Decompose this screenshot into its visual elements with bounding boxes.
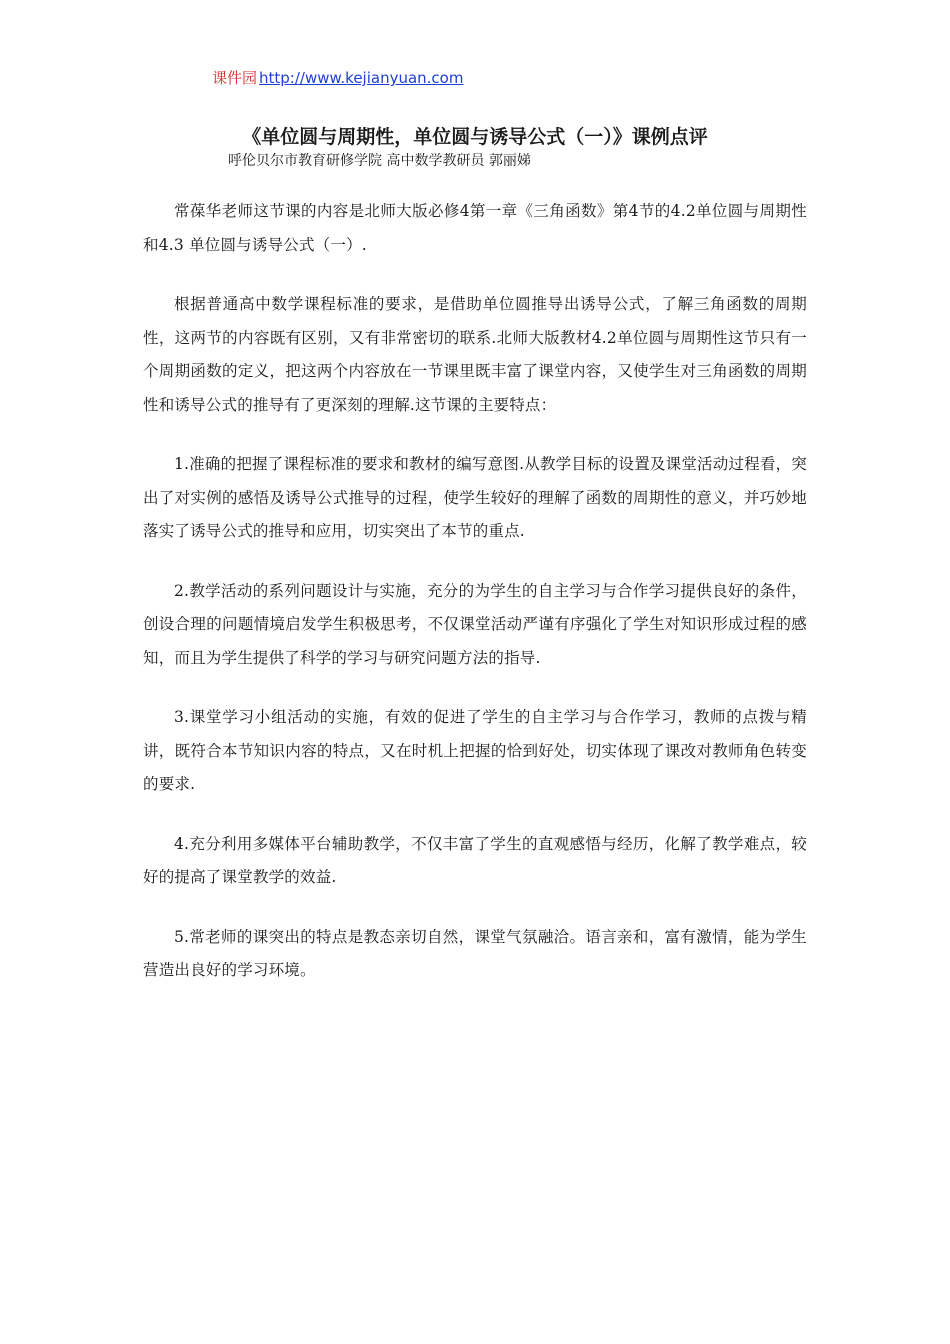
document-title: 《单位圆与周期性，单位圆与诱导公式（一）》课例点评	[242, 126, 708, 148]
paragraph-point-5: 5.常老师的课突出的特点是教态亲切自然，课堂气氛融洽。语言亲和，富有激情，能为学生营造出良好的学习环境。	[143, 927, 807, 979]
document-body	[143, 195, 807, 1014]
paragraph-point-3: 3.课堂学习小组活动的实施，有效的促进了学生的自主学习与合作学习，教师的点拨与精讲，既符合本节知识内容的特点，又在时机上把握的恰到好处，切实体现了课改对教师角色转变的要求.	[143, 708, 807, 793]
paragraph-point-4: 4.充分利用多媒体平台辅助教学，不仅丰富了学生的直观感悟与经历，化解了教学难点，较好的提高了课堂教学的效益.	[143, 834, 807, 886]
site-link[interactable]: http://www.kejianyuan.com	[259, 69, 464, 87]
site-brand: 课件园	[212, 69, 258, 87]
paragraph-point-2: 2.教学活动的系列问题设计与实施，充分的为学生的自主学习与合作学习提供良好的条件，创设合理的问题情境启发学生积极思考，不仅课堂活动严谨有序强化了学生对知识形成过程的感知，而且为学生提供了科学的学习与研究问题方法的指导.	[143, 581, 807, 667]
page-header	[212, 68, 463, 88]
paragraph-intro: 常葆华老师这节课的内容是北师大版必修4第一章《三角函数》第4节的4.2单位圆与周期性和4.3 单位圆与诱导公式（一）.	[143, 202, 807, 254]
author-byline: 呼伦贝尔市教育研修学院 高中数学教研员 郭丽娣	[228, 153, 531, 169]
paragraph-point-1: 1.准确的把握了课程标准的要求和教材的编写意图.从教学目标的设置及课堂活动过程看，突出了对实例的感悟及诱导公式推导的过程，使学生较好的理解了函数的周期性的意义，并巧妙地落实了诱导公式的推导和应用，切实突出了本节的重点.	[143, 455, 807, 540]
paragraph-background: 根据普通高中数学课程标准的要求，是借助单位圆推导出诱导公式，了解三角函数的周期性，这两节的内容既有区别，又有非常密切的联系.北师大版教材4.2单位圆与周期性这节只有一个周期函数的定义，把这两个内容放在一节课里既丰富了课堂内容，又使学生对三角函数的周期性和诱导公式的推导有了更深刻的理解.这节课的主要特点：	[143, 295, 807, 414]
